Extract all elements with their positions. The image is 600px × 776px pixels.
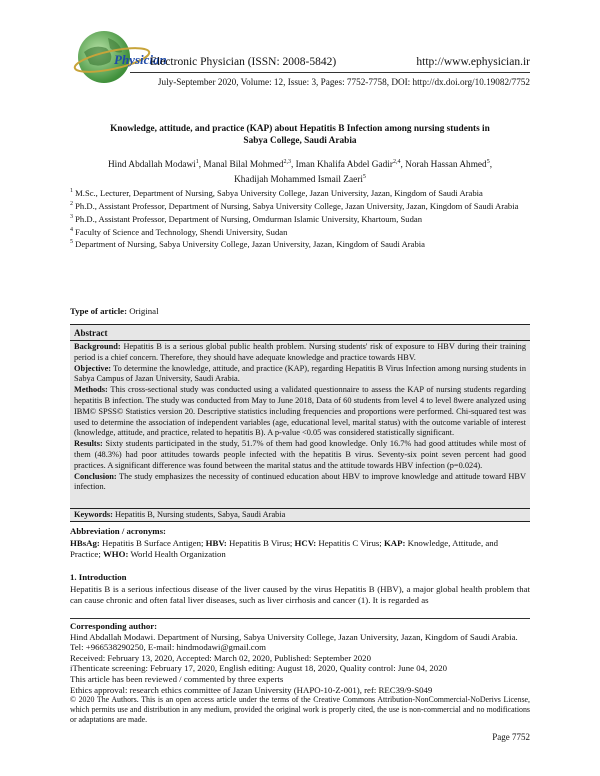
affiliations xyxy=(70,186,530,250)
journal-name: Electronic Physician (ISSN: 2008-5842) xyxy=(150,56,337,68)
license-text: © 2020 The Authors. This is an open access article under the terms of the Creative Commons Attribution-NonCommercial-NoDerivs License, which permits use and distribution in any medium, provided the original work is properly cited, the use is non-commercial and no modifications or adaptations are made. xyxy=(70,695,530,725)
journal-logo xyxy=(70,24,167,90)
author-list xyxy=(70,156,530,186)
keywords: Keywords: Hepatitis B, Nursing students, Sabya, Saudi Arabia xyxy=(70,508,530,521)
dates-line: Received: February 13, 2020, Accepted: March 02, 2020, Published: September 2020 xyxy=(70,652,371,663)
introduction-text: Hepatitis B is a serious infectious disease of the liver caused by the virus Hepatitis B (HBV), a major global health problem that can cause chronic and often fatal liver diseases, such as liver cirrhosis and cancer (1). It is regarded as xyxy=(70,583,530,605)
ethics-line: Ethics approval: research ethics committee of Jazan University (HAPO-10-Z-001), ref: REC39/9-S049 xyxy=(70,684,433,695)
screening-line: iThenticate screening: February 17, 2020, English editing: August 18, 2020, Quality control: June 04, 2020 xyxy=(70,663,447,674)
logo-text: Physician xyxy=(114,52,167,67)
correspondence-heading: Corresponding author: xyxy=(70,621,158,631)
affiliation: $^5$ Department of Nursing, Sabya University College, Jazan University, Jazan, Kingdom of Saudi Arabia xyxy=(70,239,425,250)
author: Khadijah Mohammed Ismail Zaeri$^5$ xyxy=(234,174,366,186)
author: Iman Khalifa Abdel Gadir$^{2,4}$, xyxy=(295,159,406,171)
author: Manal Bilal Mohmed$^{2,3}$, xyxy=(203,159,296,171)
paper-title: Knowledge, attitude, and practice (KAP) about Hepatitis B Infection among nursing students in Sabya College, Saudi Arabia xyxy=(110,124,490,146)
abbreviations: Abbreviation / acronyms: HBsAg: Hepatitis B Surface Antigen; HBV: Hepatitis B Virus; HCV: Hepatitis C Virus; KAP: Knowledge, Attitude, and Practice; WHO: World Health Organization xyxy=(70,526,499,559)
review-line: This article has been reviewed / commented by three experts xyxy=(70,673,284,684)
affiliation: $^4$ Faculty of Science and Technology, Shendi University, Sudan xyxy=(70,226,288,237)
introduction-heading: 1. Introduction xyxy=(70,572,127,582)
abstract-results: Results: Sixty students participated in the study, 51.7% of them had good knowledge. Only 16.7% had good attitudes while most of them (48.3%) had poor attitudes towards people infected with the hepatitis B virus. Seventy-six point seven percent had good practices. A significant difference was found between the marital status and the attitude towards HBV infection (p=0.024). xyxy=(74,439,526,470)
abstract-heading: Abstract xyxy=(74,328,108,338)
abstract-box xyxy=(70,324,530,522)
footnote-divider xyxy=(70,618,530,619)
affiliation: $^2$ Ph.D., Assistant Professor, Department of Nursing, Sabya University College, Jazan University, Jazan, Kingdom of Saudi Arabia xyxy=(70,200,519,211)
citation-line: July-September 2020, Volume: 12, Issue: 3, Pages: 7752-7758, DOI: http://dx.doi.org/10.19082/7752 xyxy=(157,77,530,87)
header-divider xyxy=(130,72,530,73)
introduction xyxy=(70,572,530,607)
abstract-body xyxy=(70,341,530,493)
affiliation: $^3$ Ph.D., Assistant Professor, Department of Nursing, Omdurman Islamic University, Khartoum, Sudan xyxy=(70,213,423,224)
correspondence xyxy=(70,621,530,725)
journal-url[interactable]: http://www.ephysician.ir xyxy=(416,56,530,68)
affiliation: $^1$ M.Sc., Lecturer, Department of Nursing, Sabya University College, Jazan University, Jazan, Kingdom of Saudi Arabia xyxy=(70,187,483,198)
abstract-conclusion: Conclusion: The study emphasizes the necessity of continued education about HBV to improve knowledge and attitude toward HBV infection. xyxy=(74,471,526,492)
article-type: Type of article: Original xyxy=(70,306,159,316)
abstract-methods: Methods: This cross-sectional study was conducted using a validated questionnaire to assess the KAP of nursing students regarding hepatitis B infection. The study was conducted from May to June 2018, Data of 60 students from level 4 to level 8were analyzed using IBM© SPSS© Statistics version 20. Descriptive statistics including frequencies and proportions were performed. Chi-squared test was used to determine the association of independent variables (age, educational level, marital status) with the outcome variable of interest (knowledge, attitude, and practice, related to hepatitis B). A p-value <0.05 was considered statistically significant. xyxy=(74,385,526,438)
abstract-background: Background: Hepatitis B is a serious global public health problem. Nursing students' risk of exposure to HBV during their training period is a chief concern. Therefore, they should have adequate knowledge and practice towards HBV. xyxy=(74,342,526,362)
abstract-objective: Objective: To determine the knowledge, attitude, and practice (KAP), regarding Hepatitis B Virus Infection among nursing students in Sabya Campus of Jazan University, Saudi Arabia. xyxy=(74,363,526,384)
author: Norah Hassan Ahmed$^5$, xyxy=(405,159,493,171)
abbreviations-heading: Abbreviation / acronyms: xyxy=(70,526,166,536)
correspondence-author: Hind Abdallah Modawi. Department of Nursing, Sabya University College, Jazan University, Jazan, Kingdom of Saudi Arabia. Tel: +966538290250, E-mail: hindmodawi@gmail.com xyxy=(70,631,518,653)
author: Hind Abdallah Modawi$^1$, xyxy=(107,159,204,171)
page-number: Page 7752 xyxy=(492,732,530,742)
